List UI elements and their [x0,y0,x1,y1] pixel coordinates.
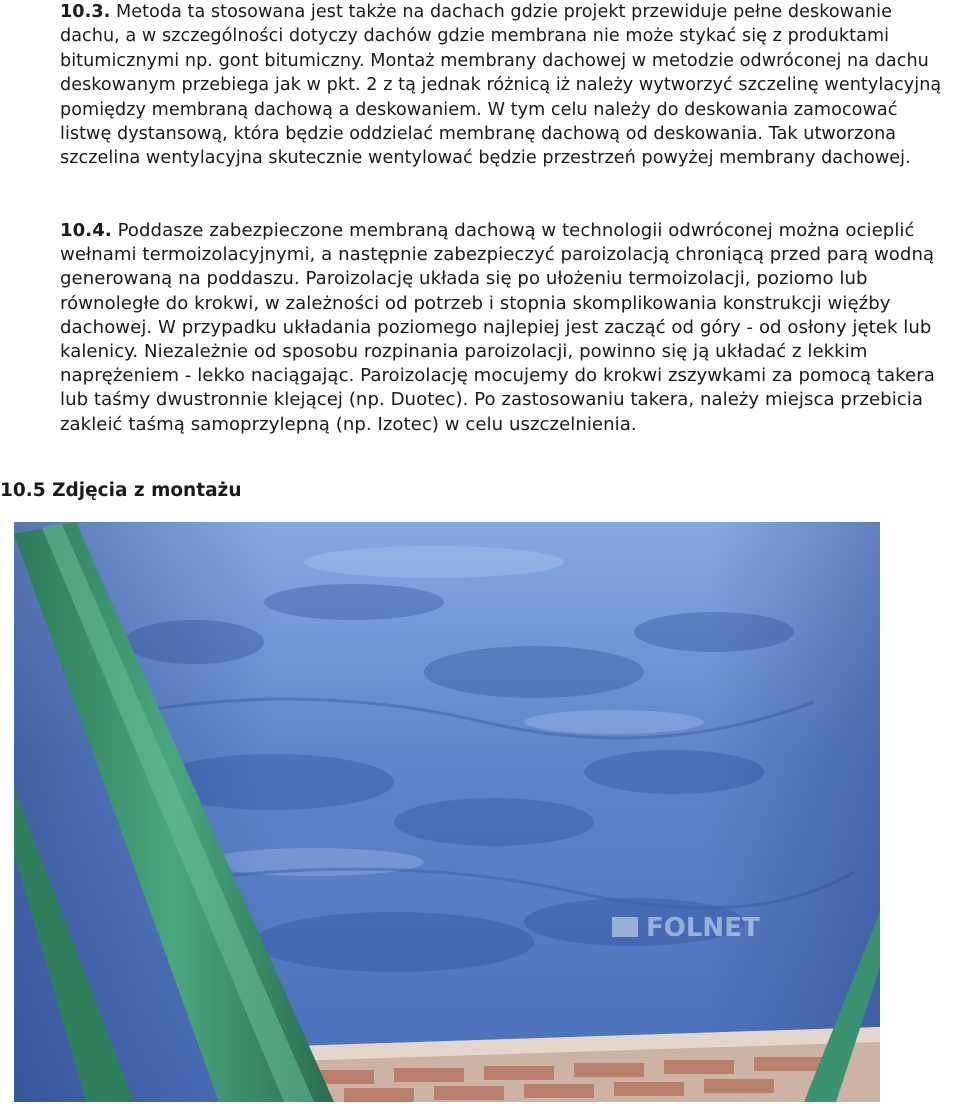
paragraph-10-4-text: Poddasze zabezpieczone membraną dachową w technologii odwróconej można ocieplić wełnami termoizolacyjnymi, a następnie zabezpieczyć paroizolacją chroniącą przed parą wodną generowaną na poddaszu. Paroizolację układa się po ułożeniu termoizolacji, poziomo lub równoległe do krokwi, w zależności od potrzeb i stopnia skomplikowania konstrukcji więźby dachowej. W przypadku układania poziomego najlepiej jest zacząć od góry - od osłony jętek lub kalenicy. Niezależnie od sposobu rozpinania paroizolacji, powinno się ją układać z lekkim naprężeniem - lekko naciągając. Paroizolację mocujemy do krokwi zszywkami za pomocą takera lub taśmy dwustronnie klejącej (np. Duotec). Po zastosowaniu takera, należy miejsca przebicia zakleić taśmą samoprzylepną (np. Izotec) w celu uszczelnienia. [60,220,935,435]
installation-photo [14,522,880,1102]
paragraph-10-3-text: Metoda ta stosowana jest także na dachach gdzie projekt przewiduje pełne deskowanie dachu, a w szczególności dotyczy dachów gdzie membrana nie może stykać się z produktami bitumicznymi np. gont bitumiczny. Montaż membrany dachowej w metodzie odwróconej na dachu deskowanym przebiega jak w pkt. 2 z tą jednak różnicą iż należy wytworzyć szczelinę wentylacyjną pomiędzy membraną dachową a deskowaniem. W tym celu należy do deskowania zamocować listwę dystansową, która będzie oddzielać membranę dachową od deskowania. Tak utworzona szczelina wentylacyjna skutecznie wentylować będzie przestrzeń powyżej membrany dachowej. [60,2,942,169]
paragraph-10-4 [60,219,942,437]
paragraph-10-3 [60,0,942,171]
section-number-10-3: 10.3. [60,2,111,22]
section-heading-10-5: 10.5 Zdjęcia z montażu [0,480,242,501]
watermark-text: FOLNET [646,913,760,943]
section-number-10-4: 10.4. [60,220,112,241]
